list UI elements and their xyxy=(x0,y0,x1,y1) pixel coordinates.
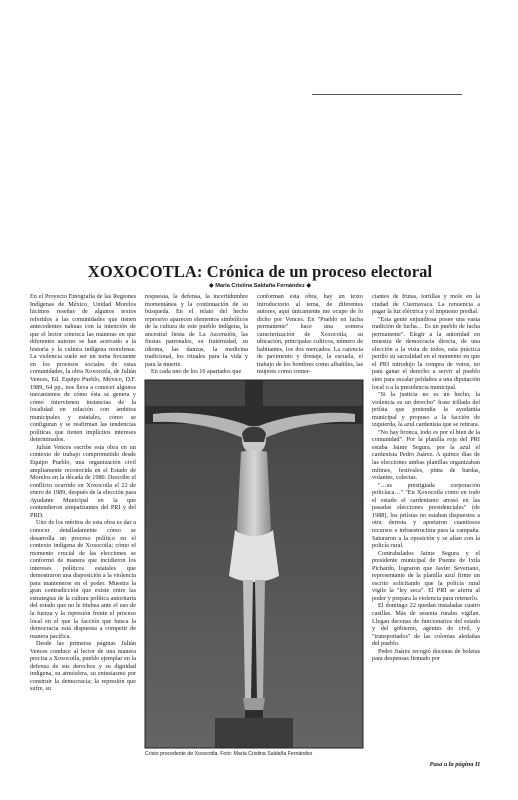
article-headline: XOXOCOTLA: Crónica de un proceso electoral xyxy=(87,262,433,281)
text-column-3 xyxy=(257,293,363,376)
paragraph: Julián Vences escribe esta obra en un contexto de trabajo comprometido desde Equipo Pueblo, una organización civil ampliamente reconocida en el Estado de Morelos en la década de 1980. Describe el conflicto ocurrido en Xoxocotla el 22 de enero de 1989, después de la elección para Ayudante Municipal en la que contendieron simpatizantes del PRI y del PRD. xyxy=(30,443,136,519)
paragraph: Contrabalados Jaime Segura y el presidente municipal de Puente de Ixtla Pichardo, lograron que Javier Severiano, representante de la planilla azul firme un escrito solicitando que la policía rural vigile la "ley seca". El PRI se aferra al poder y prepara la violencia para retenerlo. xyxy=(372,549,480,602)
paragraph: En cada uno de los 10 apartados que xyxy=(151,368,242,376)
header-rule xyxy=(312,94,462,95)
diamond-icon: ◆ xyxy=(306,283,311,289)
article-byline xyxy=(150,282,370,289)
paragraph: "No hay bronca, todo es por el bien de la comunidad". Por la planilla roja del PRI estaba Jaime Segura, por la azul el cardenista Pedro Juárez. A quince días de las elecciones ambas planillas organizaban mítines, festivales, pinta de bardas, volantes, colectas. xyxy=(372,428,480,482)
text-column-4 xyxy=(372,293,480,760)
crucifix-photo-art xyxy=(145,380,363,748)
paragraph: El domingo 22 quedan instaladas cuatro casillas. Más de sesenta rurales vigilan. Llegan decenas de funcionarios del estado y del gobierno, agentes de civil, y "transportados" de las colonias aledañas del pueblo. xyxy=(372,602,480,648)
byline-author: María Cristina Saldaña Fernández xyxy=(215,283,305,289)
diamond-icon: ◆ xyxy=(209,283,214,289)
paragraph: ciantes de frutas, tortillas y mole en la ciudad de Cuernavaca. La renuencia a pagar la luz eléctrica y el impuesto predial. xyxy=(372,293,480,316)
text-column-2 xyxy=(145,293,248,376)
crucifix-photo xyxy=(145,380,363,748)
paragraph: Desde las primeras páginas Julián Vences conduce al lector de una manera precisa a Xoxocotla, pueblo ejemplar en la defensa de sus derechos y su dignidad indígena, su atmósfera, su entusiasmo por construir la democracia; la represión que sufre, su xyxy=(30,640,136,693)
paragraph: respuesta, la defensa, la incertidumbre momentánea y la continuación de su búsqueda. En el relato del hecho represivo aparecen elementos simbólicos de la cultura de este pueblo indígena, la ancestral fiesta de La Ascensión, las fiestas patronales, su fraternidad, su idioma, las danzas, la medicina tradicional, los rituales para la vida y para la muerte. xyxy=(145,293,248,368)
paragraph: Pedro Juárez recogió docenas de boletas para despensas firmado por xyxy=(372,647,480,663)
paragraph: "Si la justicia no es un hecho, la violencia es un derecho" frase trillada del priísta que pretendía la ayudantía municipal y propuso a la facción de izquierda, la azul cardenista que se retirara. xyxy=(372,391,480,429)
paragraph: "…es prestigiada corporación policíaca…" "En Xoxocotla como en todo el estado el cardenismo arrasó en las pasadas elecciones presidenciales" (de 1988), los priístas no estaban dispuestos a otra derrota y aportaron cuantiosos recursos e infraestructura para la campaña. Saturaron a la oposición y se alían con la policía rural. xyxy=(372,481,480,550)
text-column-1 xyxy=(30,293,136,760)
paragraph: En el Proyecto Etnografía de las Regiones Indígenas de México, Unidad Morelos hicimos reseñas de algunos textos referidos a las comunidades que tienen antecedentes nahuas con la intención de que el lector conozca las maneras en que diferentes autores se han acercado a la historia y la cultura indígena morelense. La violencia suele ser un tema frecuente en los procesos sociales de estas comunidades, la obra Xoxocotla, de Julián Vences, Ed. Equipo Pueblo, México, D.F. 1989, 64 pp., nos lleva a conocer algunos mecanismos de cómo ésta se genera y cómo intervienen instancias de la localidad en relación con ámbitos municipales y estatales, cómo se configuran y se reafirman las tendencias políticas que tienen implícitos intereses determinados. xyxy=(30,293,136,444)
photo-caption: Cristo procedente de Xoxocotla. Foto: María Cristina Saldaña Fernández xyxy=(145,751,313,757)
paragraph: "Esta gente enjundiosa posee una vasta tradición de lucha… Es un pueblo de lucha permanente". Elegir a la autoridad en muestra de democracia directa, de una elección a la vista de todos, esta práctica perdió su sacralidad en el momento en que el PRI introdujo la compra de votos, no para ganar el derecho a servir al pueblo sino para escalar peldaños a una diputación local o a la presidencia municipal. xyxy=(372,315,480,391)
paragraph: conforman esta obra, hay un texto introductorio al tema, de diferentes autores, aquí únicamente me ocupo de lo dicho por Vences. En "Pueblo en lucha permanente" hace una somera caracterización de Xoxocotla, su ubicación, principales cultivos, número de habitantes, los dos mercados. La carencia de pavimento y drenaje, la escuela, el trabajo de los hombres como albañiles, las mujeres como comer- xyxy=(257,293,363,376)
paragraph: Uno de los méritos de esta obra es dar a conocer detalladamente cómo se desarrolla un proceso político en el contexto indígena de Xoxocotla; cómo el momento crucial de las elecciones se conformó de manera que incidieron los intereses políticos estatales que demostraron una disposición a la violencia para mantenerse en el poder. Muestra la gran contradicción que existe entre las estrategias de la cultura política autoritaria del estado que no le titubea ante el uso de la fuerza y la represión frente el proceso local en el que la facción que busca la democracia está dispuesta a competir de manera pacífica. xyxy=(30,519,136,640)
continued-link[interactable]: Pasa a la página II xyxy=(429,761,480,768)
